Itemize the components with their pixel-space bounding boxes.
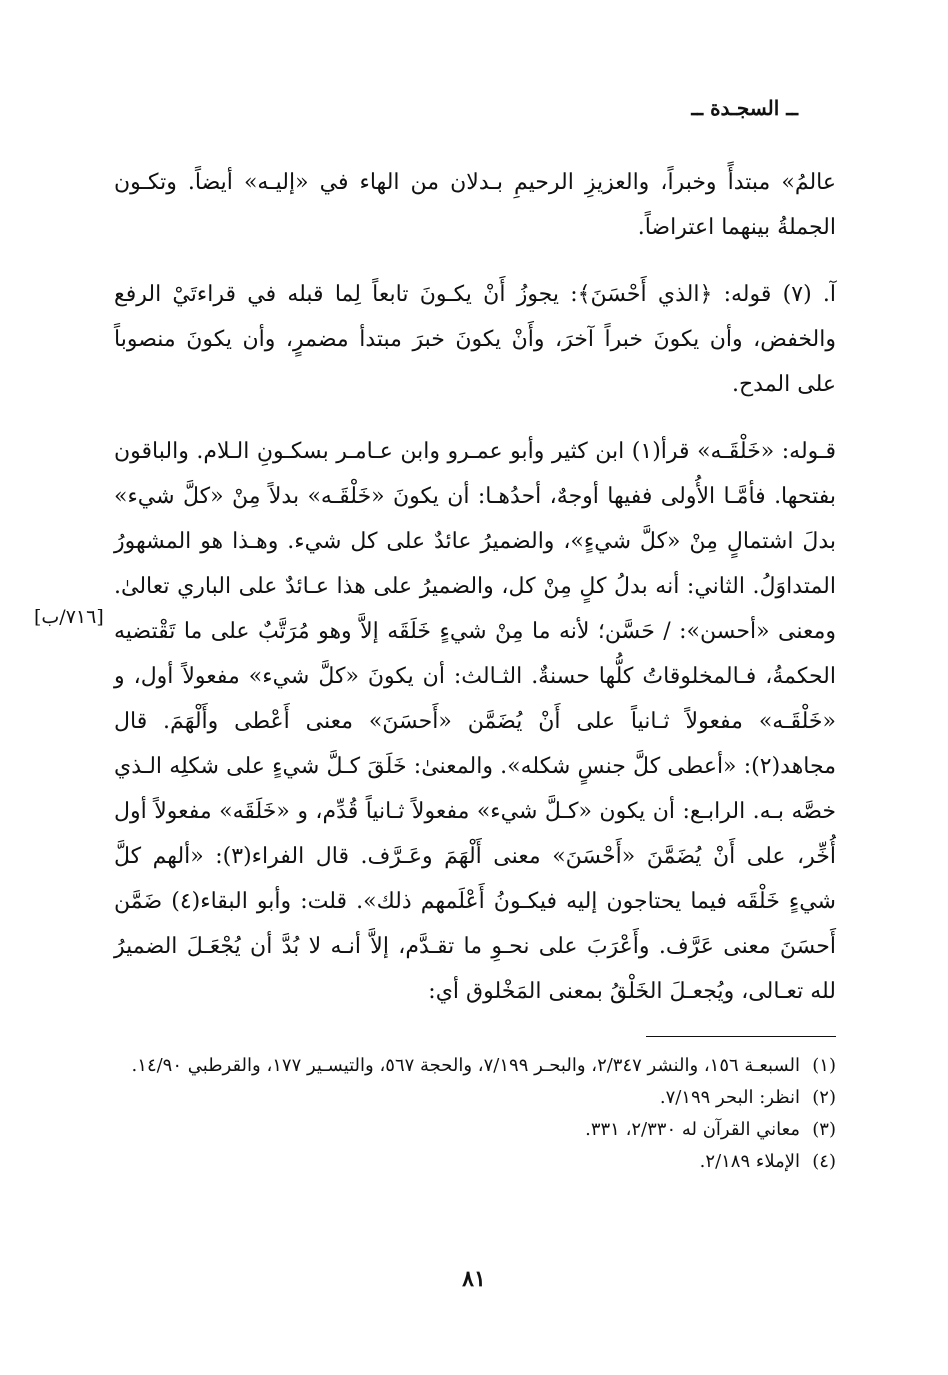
footnote-text: معاني القرآن له ٢/٣٣٠، ٣٣١. [585,1119,800,1140]
footnote-text: انظر: البحر ٧/١٩٩. [659,1087,800,1108]
footnote-divider [646,1036,836,1037]
footnote-item [114,1114,836,1146]
paragraph-3: قـوله: «خَلْقَـه» قرأ(١) ابن كثير وأبو عمـرو وابن عـامـر بسكـونِ الـلام. والباقون بفتحها. فأمَّـا الأُولى ففيها أوجهٌ، أحدُهـا: أن يكونَ «خَلْقَـه» بدلاً مِنْ «كلَّ شيء» بدلَ اشتمالٍ مِنْ «كلَّ شيءٍ»، والضميرُ عائدٌ على كل شيء. وهـذا هو المشهورُ المتداوَلُ. الثاني: أنه بدلُ كلٍ مِنْ كل، والضميرُ على هذا عـائدٌ على الباري تعالىٰ. ومعنى «أحسن»: / حَسَّن؛ لأنه ما مِنْ شيءٍ خَلَقَه إلاَّ وهو مُرَتَّبٌ على ما تَقْتضيه الحكمةُ، فـالمخلوقاتُ كلُّها حسنةٌ. الثـالث: أن يكونَ «كلَّ شيء» مفعولاً أول، و «خَلْقَـه» مفعولاً ثـانياً على أَنْ يُضَمَّن «أَحسَنَ» معنى أَعْطى وأَلْهَمَ. قال مجاهد(٢): «أعطى كلَّ جنسٍ شكله». والمعنىٰ: خَلَقَ كـلَّ شيءٍ على شكلِه الـذي خصَّه بـه. الرابـع: أن يكون «كـلَّ شيء» مفعولاً ثـانياً قُدِّم، و «خَلَقَه» مفعولاً أول أُخِّر، على أَنْ يُضَمَّنَ «أَحْسَنَ» معنى أَلْهَمَ وعَـرَّف. قال الفراء(٣): «ألهم كلَّ شيءٍ خَلْقَه فيما يحتاجون إليه فيكـونُ أَعْلَمهم ذلك». قلت: وأبو البقاء(٤) ضَمَّن أَحسَنَ معنى عَرَّف. وأَعْرَبَ على نحـوِ ما تقـدَّم، إلاَّ أنـه لا بُدَّ أن يُجْعَـلَ الضميرُ لله تعـالى، ويُجعـلَ الخَلْقُ بمعنى المَخْلوق أي: [114,439,837,1004]
footnote-item [114,1050,836,1082]
paragraph-1: عالمُ» مبتدأً وخبراً، والعزيزِ الرحيمِ بـدلان من الهاء في «إليـه» أيضاً. وتكـون الجملةُ بينهما اعتراضاً. [114,170,836,240]
footnote-text: الإملاء ٢/١٨٩. [699,1151,800,1172]
footnote-item [114,1146,836,1178]
footnote-item [114,1082,836,1114]
footnote-text: السبعـة ١٥٦، والنشر ٢/٣٤٧، والبحـر ٧/١٩٩، والحجة ٥٦٧، والتيسـير ١٧٧، والقرطبي ١٤/٩٠. [131,1055,800,1076]
footnote-number: (١) [812,1055,836,1076]
footnote-number: (٣) [812,1119,836,1140]
footnotes [114,1050,836,1178]
running-header: ــ السجـدة ــ [691,96,798,120]
main-text-block [114,160,836,1014]
footnote-number: (٤) [812,1151,836,1172]
paragraph-2: آ. (٧) قوله: ﴿الذي أَحْسَنَ﴾: يجوزُ أَنْ يكـونَ تابعاً لِما قبله في قراءتَيْ الرفع والخفض، وأن يكونَ خبراً آخرَ، وأَنْ يكونَ خبرَ مبتدأ مضمرٍ، وأن يكونَ منصوباً على المدح. [114,282,836,397]
manuscript-folio-reference: [٧١٦/ب] [34,606,104,628]
footnote-number: (٢) [812,1087,836,1108]
page-number: ٨١ [462,1266,486,1292]
